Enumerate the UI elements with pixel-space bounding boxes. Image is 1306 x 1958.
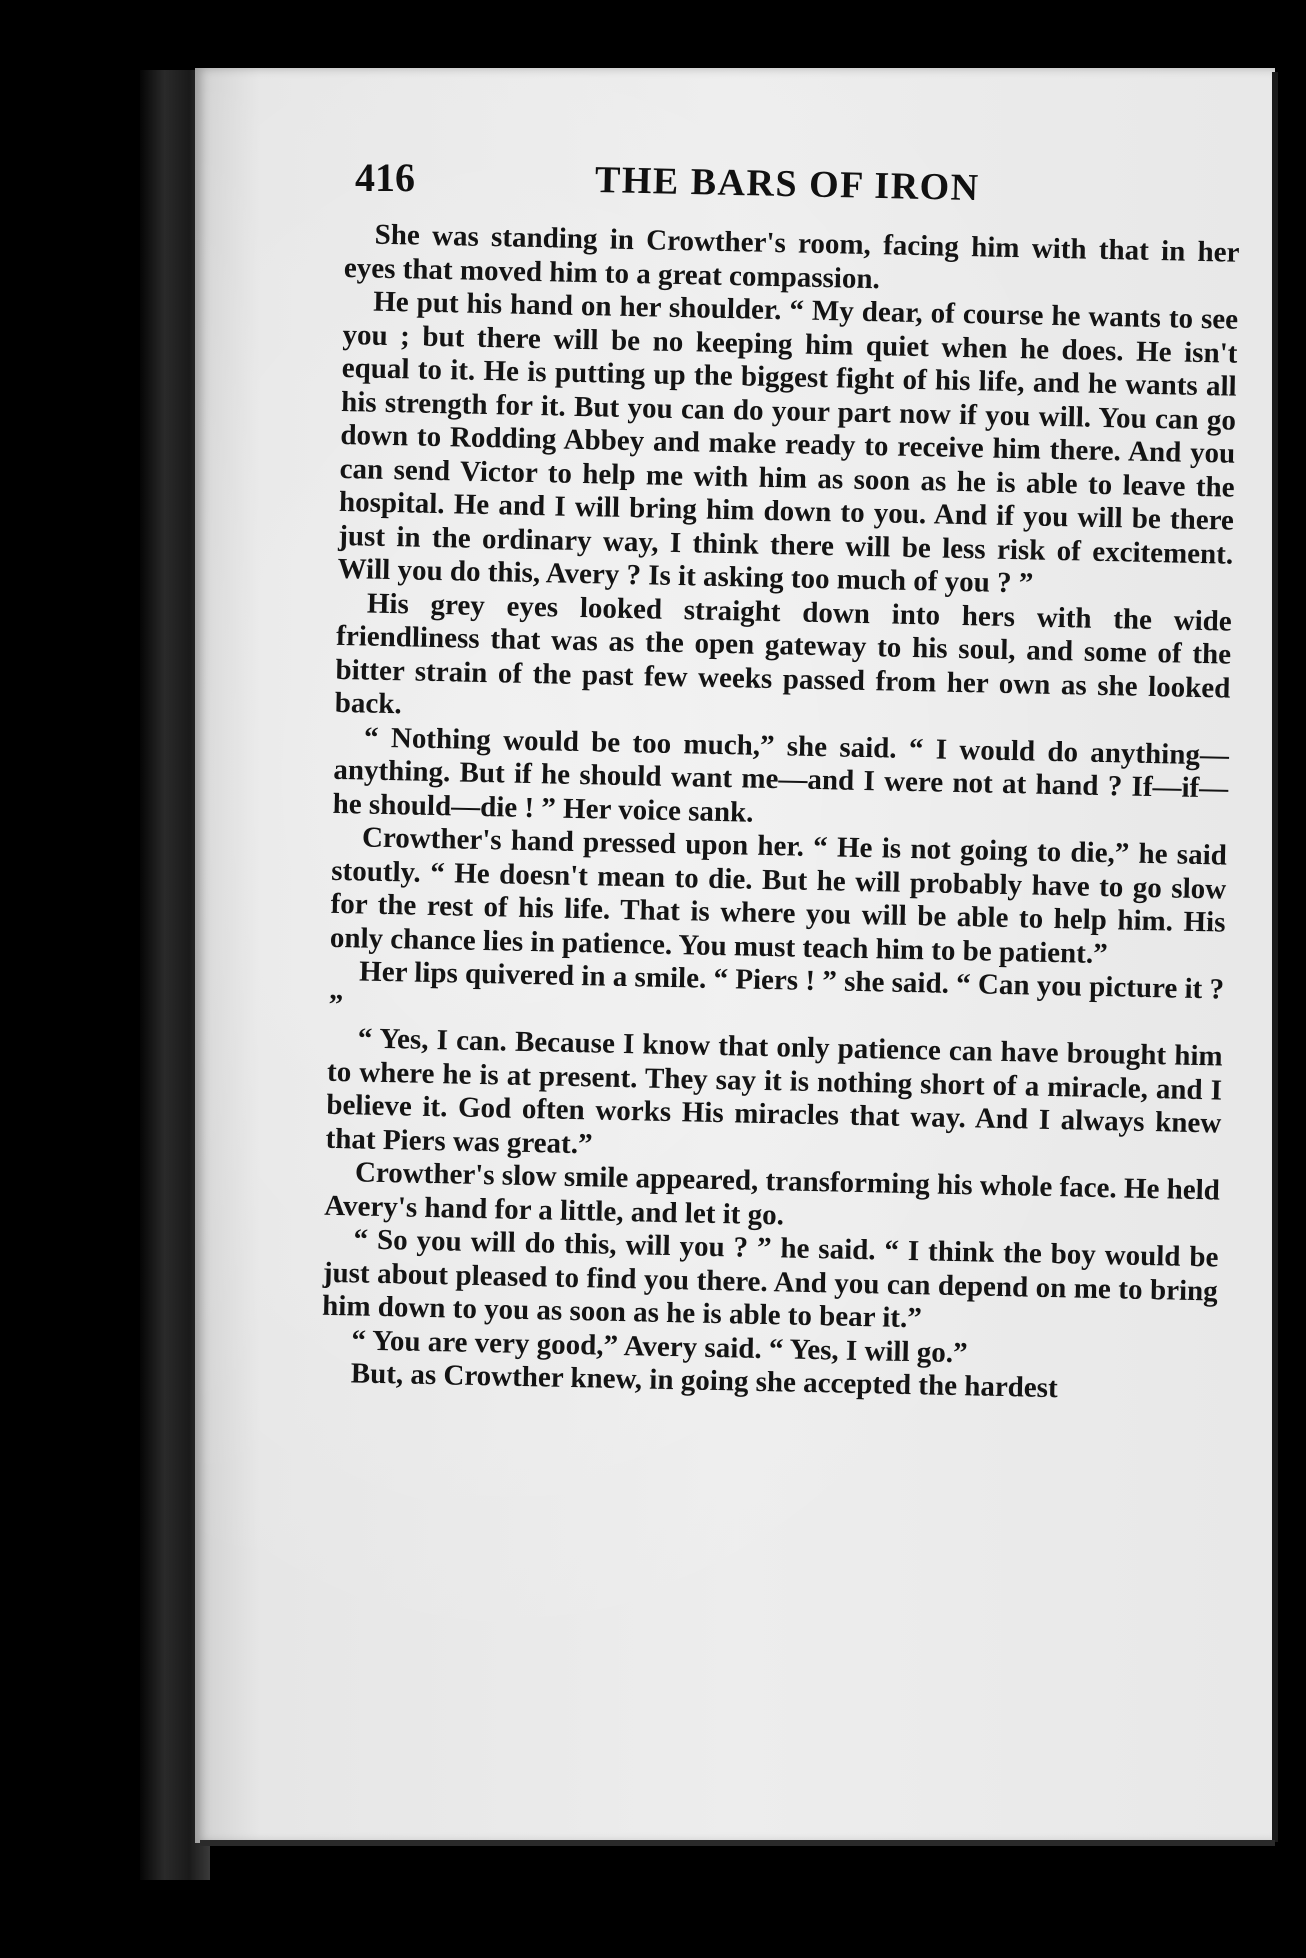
paragraph: “ Nothing would be too much,” she said. “ I would do anything—anything. But if he should want me—and I were not at hand ? If—if—he should—die ! ” Her voice sank. [332,721,1230,829]
paragraph: Crowther's hand pressed upon her. “ He is not going to die,” he said stoutly. “ He doesn't mean to die. But he will probably have to go slow for the rest of his life. That is where you will be able to help him. His only chance lies in patience. You must teach him to be patient.” [329,821,1228,970]
running-title: THE BARS OF IRON [594,159,981,210]
page-edge-right [1272,72,1278,1842]
paragraph: “ You are very good,” Avery said. “ Yes, I will go.” [351,1323,968,1369]
running-header [355,150,1055,210]
page-number: 416 [355,155,415,200]
paragraph: Crowther's slow smile appeared, transforming his whole face. He held Avery's hand for a little, and let it go. [323,1156,1221,1231]
paragraph: She was standing in Crowther's room, facing him with that in her eyes that moved him to a great compassion. [343,218,1240,295]
paragraph: He put his hand on her shoulder. “ My dear, of course he wants to see you ; but there will be no keeping him quiet when he does. He isn't equal to it. He is putting up the biggest fight of his life, and he wants all his strength for it. But you can do your part now if you will. You can go down to Rodding Abbey and make ready to receive him there. And you can send Victor to help me with him as soon as he is able to leave the hospital. He and I will bring him down to you. And if you will be there just in the ordinary way, I think there will be less risk of excitement. Will you do this, Avery ? Is it asking too much of you ? ” [337,285,1239,600]
paragraph: “ Yes, I can. Because I know that only patience can have brought him to where he is at present. They say it is nothing short of a miracle, and I believe it. God often works His miracles that way. And I always knew that Piers was great.” [325,1022,1223,1160]
paragraph: “ So you will do this, will you ? ” he said. “ I think the boy would be just about pleased to find you there. And you can depend on me to bring him down to you as soon as he is able to bear it.” [321,1223,1219,1335]
paragraph: But, as Crowther knew, in going she accepted the hardest [350,1357,1059,1405]
body-text [320,218,1239,1409]
paragraph: Her lips quivered in a smile. “ Piers ! ” she said. “ Can you picture it ? ” [328,955,1225,1021]
paragraph: His grey eyes looked straight down into hers with the wide friendliness that was as the open gateway to his soul, and some of the bitter strain of the past few weeks passed from her own as she looked back. [334,587,1233,721]
page-edge-bottom [200,1840,1275,1846]
